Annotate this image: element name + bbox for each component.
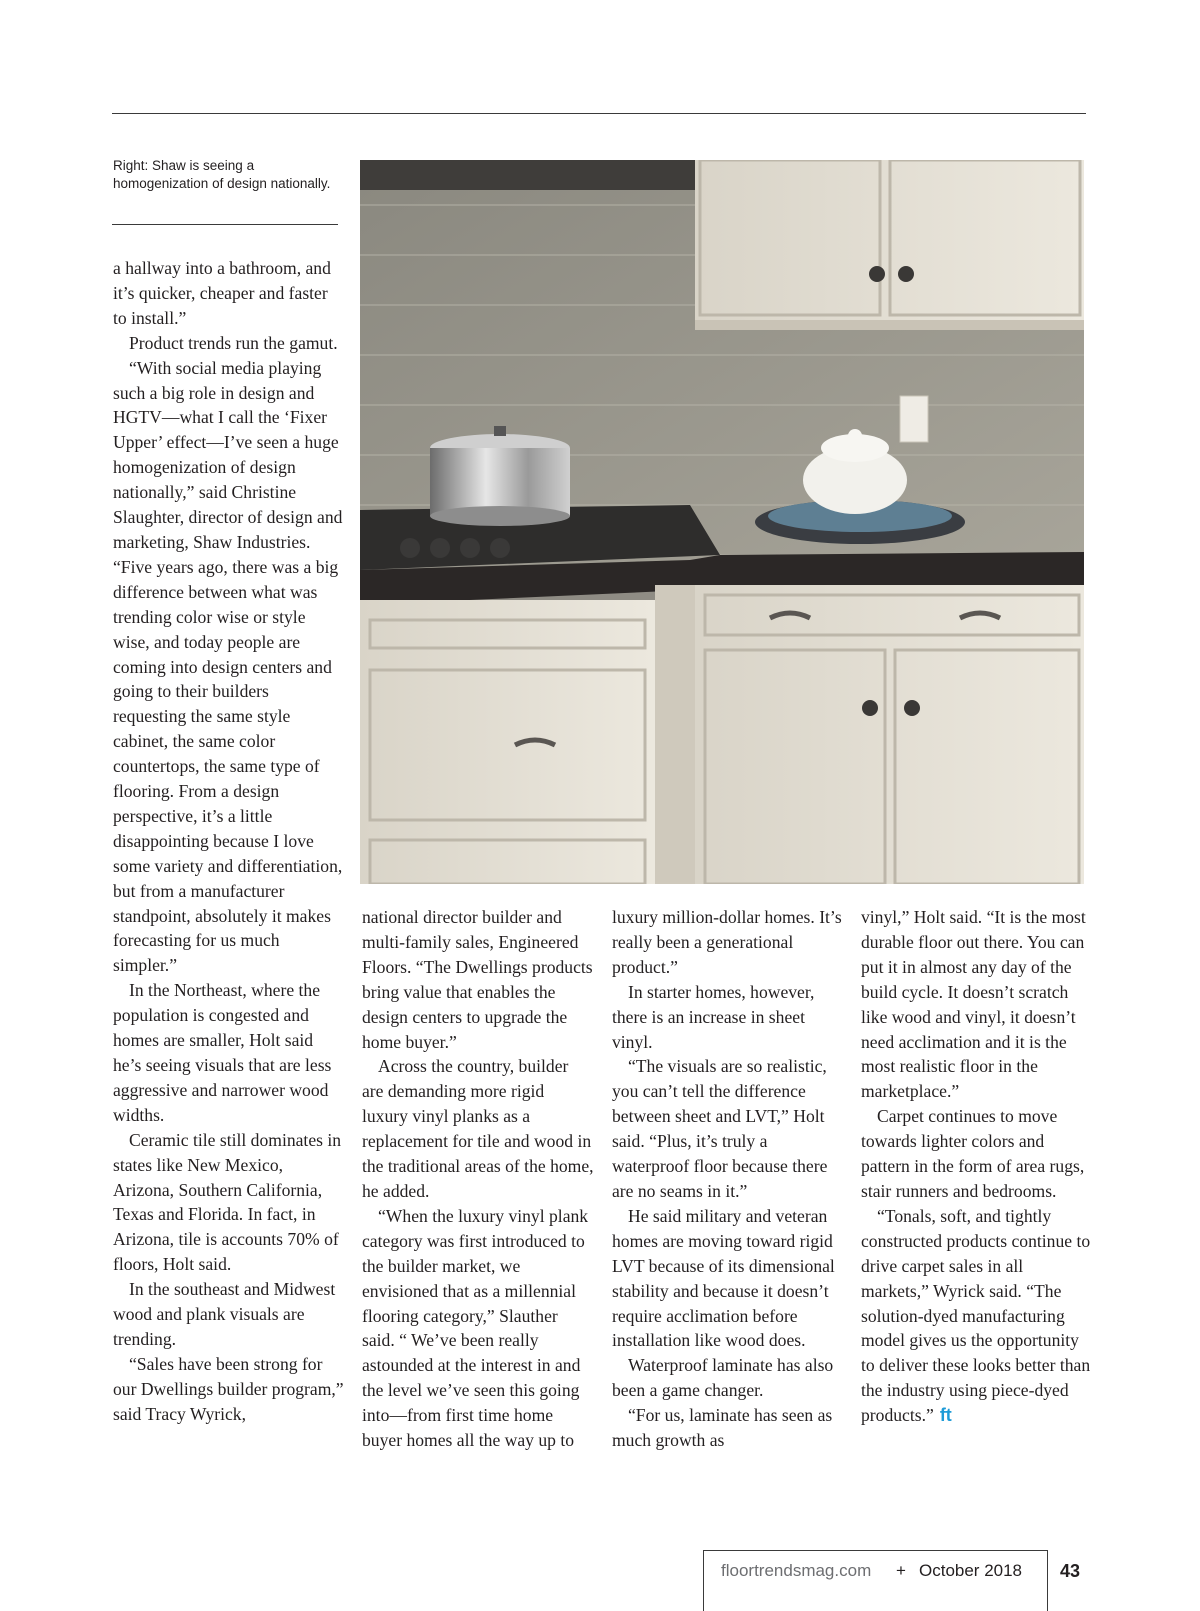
paragraph: “For us, laminate has seen as much growth as [612,1405,833,1451]
paragraph: vinyl,” Holt said. “It is the most durable floor out there. You can put it in almost any day of the build cycle. It doesn’t scratch like wood and vinyl, it doesn’t need acclimation and it is the most realistic floor in the marketplace.” [861,907,1086,1102]
paragraph: “With social media playing such a big role in design and HGTV—what I call the ‘Fixer Upper’ effect—I’ve seen a huge homogenization of design nationally,” said Christine Slaughter, director of design and marketing, Shaw Industries. “Five years ago, there was a big difference between what was trending color wise or style wise, and today people are coming into design centers and going to their builders requesting the same style cabinet, the same color countertops, the same type of flooring. From a design perspective, it’s a little disappointing because I love some variety and differentiation, but from a manufacturer standpoint, absolutely it makes forecasting for us much simpler.” [113,357,343,976]
paragraph: luxury million-dollar homes. It’s really been a generational product.” [612,907,842,977]
text-column-4 [861,905,1093,1428]
paragraph [861,1204,1093,1428]
footer-website[interactable]: floortrendsmag.com [721,1561,872,1580]
caption-rule [112,224,338,225]
footer-date: October 2018 [919,1561,1023,1580]
paragraph: national director builder and multi-family sales, Engineered Floors. “The Dwellings products bring value that enables the design centers to upgrade the home buyer.” [362,907,593,1052]
paragraph: “The visuals are so realistic, you can’t tell the difference between sheet and LVT,” Holt said. “Plus, it’s truly a waterproof floor because there are no seams in it.” [612,1056,828,1201]
footer-separator: + [896,1561,906,1580]
top-rule [112,113,1086,114]
text-column-1 [113,256,345,1427]
photo-caption: Right: Shaw is seeing a homogenization of design nationally. [113,158,331,191]
paragraph-text: “Tonals, soft, and tightly constructed products continue to drive carpet sales in all markets,” Wyrick said. “The solution-dyed manufacturing model gives us the opportunity to deliver these looks better than the industry using piece-dyed products.” [861,1205,1091,1426]
paragraph: In the Northeast, where the population is congested and homes are smaller, Holt said he’s seeing visuals that are less aggressive and narrower wood widths. [113,980,332,1125]
paragraph: a hallway into a bathroom, and it’s quicker, cheaper and faster to install.” [113,258,331,328]
end-mark: ft [939,1405,952,1426]
paragraph: Product trends run the gamut. [129,332,338,353]
kitchen-photo [360,160,1084,884]
paragraph: In starter homes, however, there is an increase in sheet vinyl. [612,981,815,1052]
text-column-2 [362,905,594,1453]
page-number: 43 [1060,1561,1081,1581]
paragraph: He said military and veteran homes are moving toward rigid LVT because of its dimensional stability and because it doesn’t require acclimation before installation like wood does. [612,1205,835,1351]
paragraph: Ceramic tile still dominates in states like New Mexico, Arizona, Southern California, Texas and Florida. In fact, in Arizona, tile is accounts 70% of floors, Holt said. [113,1129,342,1275]
paragraph: “Sales have been strong for our Dwellings builder program,” said Tracy Wyrick, [113,1353,344,1424]
paragraph: Across the country, builder are demanding more rigid luxury vinyl planks as a replacement for tile and wood in the traditional areas of the home, he added. [362,1056,594,1201]
paragraph: Waterproof laminate has also been a game changer. [612,1355,834,1401]
paragraph: Carpet continues to move towards lighter colors and pattern in the form of area rugs, stair runners and bedrooms. [861,1106,1085,1201]
text-column-3 [612,905,844,1453]
paragraph: In the southeast and Midwest wood and plank visuals are trending. [113,1279,336,1349]
paragraph: “When the luxury vinyl plank category was first introduced to the builder market, we envisioned that as a millennial flooring category,” Slauther said. “ We’ve been really astounded at the interest in and the level we’ve seen this going into—from first time home buyer homes all the way up to [362,1205,589,1451]
